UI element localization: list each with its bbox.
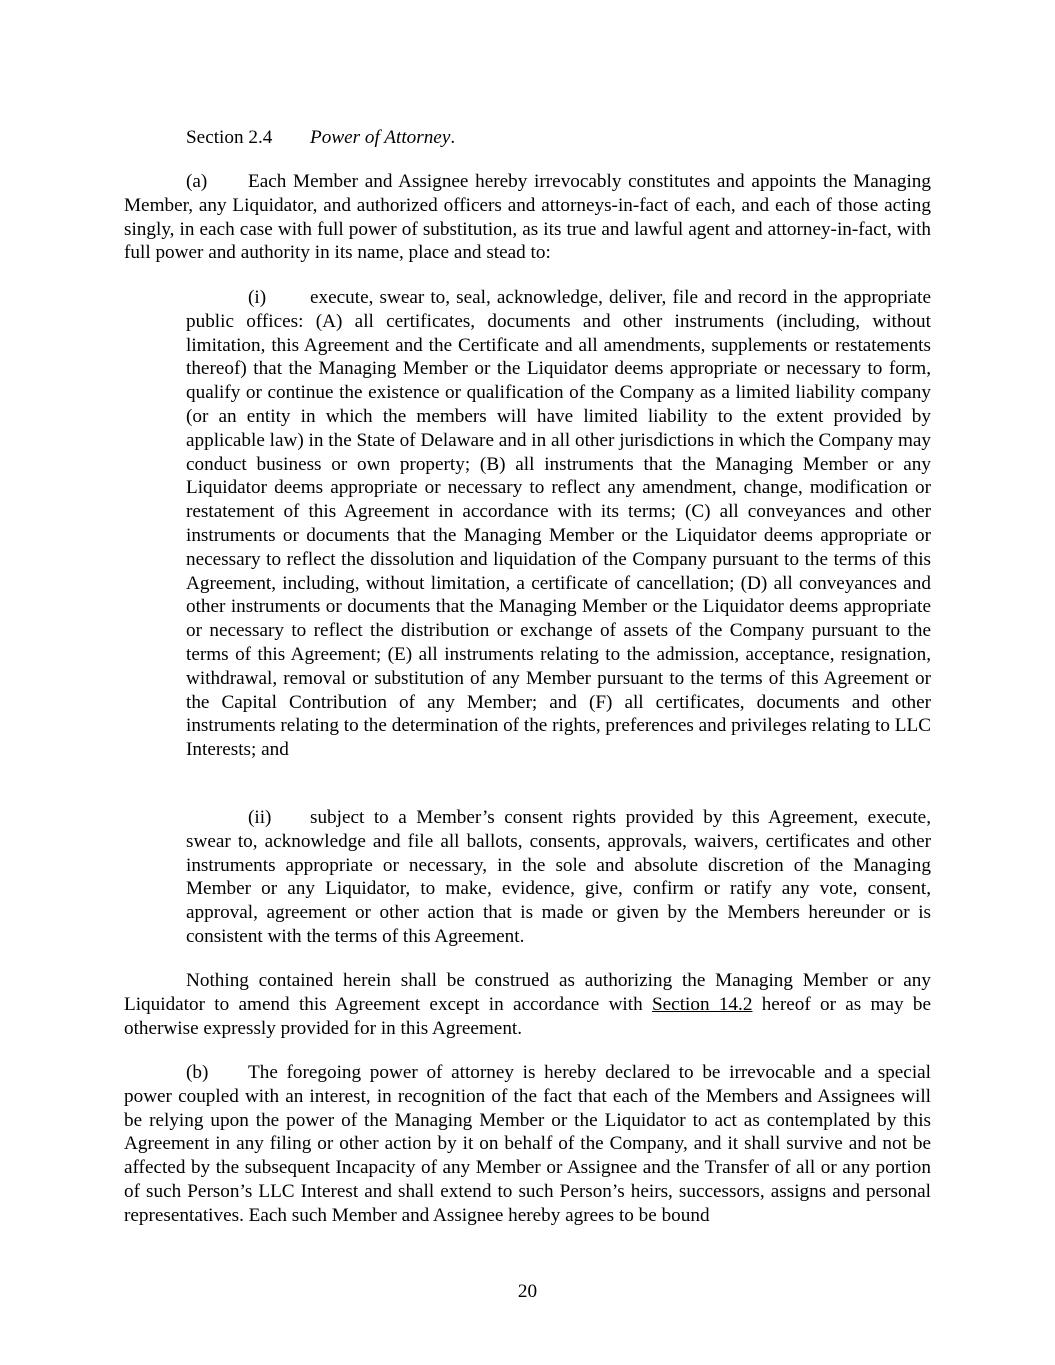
paragraph-b xyxy=(124,1061,931,1228)
section-heading xyxy=(186,126,455,150)
section-number: Section 2.4 xyxy=(186,127,273,148)
paragraph-ii-marker: (ii) xyxy=(248,807,272,828)
section-title-period: . xyxy=(450,127,456,148)
paragraph-i-marker: (i) xyxy=(248,287,267,308)
page-number: 20 xyxy=(517,1281,538,1302)
paragraph-a-marker: (a) xyxy=(186,171,208,192)
paragraph-ii-text: subject to a Member’s consent rights provided by this Agreement, execute, swear to, acknowledge and file all ballots, consents, approvals, waivers, certificates and other instruments appropriate or necessary, in the sole and absolute discretion of the Managing Member or any Liquidator, to make, evidence, give, confirm or ratify any vote, consent, approval, agreement or other action that is made or given by the Members hereunder or is consistent with the terms of this Agreement. xyxy=(186,807,931,947)
section-title: Power of Attorney xyxy=(310,127,451,148)
paragraph-i-text: execute, swear to, seal, acknowledge, deliver, file and record in the appropriate public offices: (A) all certificates, documents and other instruments (including, without limitation, this Agreement and the Certificate and all amendments, supplements or restatements thereof) that the Managing Member or the Liquidator deems appropriate or necessary to form, qualify or continue the existence or qualification of the Company as a limited liability company (or an entity in which the members will have limited liability to the extent provided by applicable law) in the State of Delaware and in all other jurisdictions in which the Company may conduct business or own property; (B) all instruments that the Managing Member or any Liquidator deems appropriate or necessary to reflect any amendment, change, modification or restatement of this Agreement in accordance with its terms; (C) all conveyances and other instruments or documents that the Managing Member or the Liquidator deems appropriate or necessary to reflect the dissolution and liquidation of the Company pursuant to the terms of this Agreement, including, without limitation, a certificate of cancellation; (D) all conveyances and other instruments or documents that the Managing Member or the Liquidator deems appropriate or necessary to reflect the distribution or exchange of assets of the Company pursuant to the terms of this Agreement; (E) all instruments relating to the admission, acceptance, resignation, withdrawal, removal or substitution of any Member pursuant to the terms of this Agreement or the Capital Contribution of any Member; and (F) all certificates, documents and other instruments relating to the determination of the rights, preferences and privileges relating to LLC Interests; and xyxy=(186,287,931,761)
paragraph-b-text: The foregoing power of attorney is hereby declared to be irrevocable and a special power coupled with an interest, in recognition of the fact that each of the Members and Assignees will be relying upon the power of the Managing Member or the Liquidator to act as contemplated by this Agreement in any filing or other action by it on behalf of the Company, and it shall survive and not be affected by the subsequent Incapacity of any Member or Assignee and the Transfer of all or any portion of such Person’s LLC Interest and shall extend to such Person’s heirs, successors, assigns and personal representatives. Each such Member and Assignee hereby agrees to be bound xyxy=(124,1062,931,1226)
paragraph-nothing-text-after: hereof or as may be otherwise expressly provided for in this Agreement. xyxy=(124,993,931,1039)
paragraph-b-marker: (b) xyxy=(186,1062,209,1083)
paragraph-a-text: Each Member and Assignee hereby irrevocably constitutes and appoints the Managing Member, any Liquidator, and authorized officers and attorneys-in-fact of each, and each of those acting singly, in each case with full power of substitution, as its true and lawful agent and attorney-in-fact, with full power and authority in its name, place and stead to: xyxy=(124,171,931,264)
paragraph-nothing-contained xyxy=(124,969,931,1040)
paragraph-ii xyxy=(186,806,931,949)
section-14-2-link[interactable]: Section 14.2 xyxy=(651,993,753,1015)
paragraph-nothing-text-before: Nothing contained herein shall be construed as authorizing the Managing Member or any Liquidator to amend this Agreement except in accordance with xyxy=(124,970,931,1015)
paragraph-i xyxy=(186,286,931,762)
paragraph-a xyxy=(124,170,931,265)
